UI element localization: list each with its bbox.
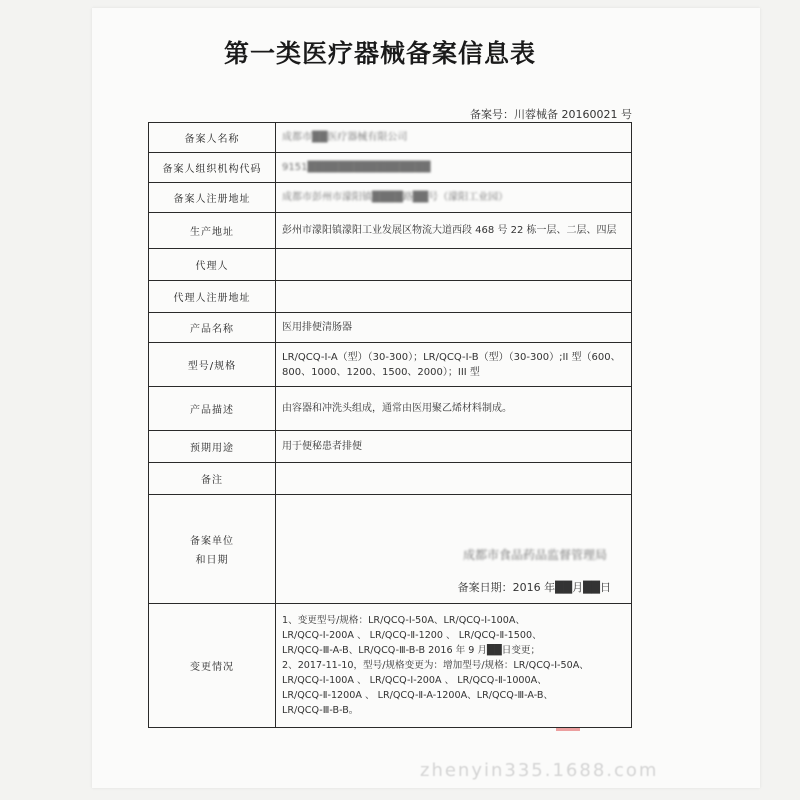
row-value: 彭州市濛阳镇濛阳工业发展区物流大道西段 468 号 22 栋一层、二层、四层 [276,213,632,249]
row-label: 型号/规格 [149,343,276,387]
row-value [276,123,632,153]
row-label: 代理人注册地址 [149,281,276,313]
red-seal-mark [556,728,580,731]
table-row [149,463,632,495]
row-label: 备案人注册地址 [149,183,276,213]
redacted-value: 9151████████████████ [282,162,431,173]
row-value: 医用排便清肠器 [276,313,632,343]
signature-area [276,495,631,603]
table-row [149,153,632,183]
row-value: 用于便秘患者排便 [276,431,632,463]
row-label: 生产地址 [149,213,276,249]
table-row [149,213,632,249]
filing-unit-label-line2: 和日期 [195,555,229,566]
change-line: LR/QCQ-Ⅰ-100A 、 LR/QCQ-Ⅰ-200A 、 LR/QCQ-Ⅱ-1000A、 [282,675,547,686]
row-value [276,463,632,495]
change-line: LR/QCQ-Ⅰ-200A 、 LR/QCQ-Ⅱ-1200 、 LR/QCQ-Ⅱ-1500、 [282,630,542,641]
table-row-change [149,604,632,728]
document-title: 第一类医疗器械备案信息表 [223,39,536,68]
table-row [149,183,632,213]
row-value [276,183,632,213]
row-value: LR/QCQ-I-A（型）（30-300）；LR/QCQ-I-B（型）（30-300）;II 型（600、800、1000、1200、1500、2000）；III 型 [276,343,632,387]
table-row [149,431,632,463]
row-label: 备注 [149,463,276,495]
table-row [149,343,632,387]
row-label: 产品描述 [149,387,276,431]
table-row [149,249,632,281]
filing-date-text: 备案日期：2016 年██月██日 [457,581,611,594]
redacted-value: 成都市██医疗器械有限公司 [282,132,408,143]
change-line: 1、变更型号/规格：LR/QCQ-Ⅰ-50A、LR/QCQ-Ⅰ-100A、 [282,615,526,626]
change-line: LR/QCQ-Ⅲ-A-B、LR/QCQ-Ⅲ-B-B 2016 年 9 月██日变更； [282,645,541,656]
row-label: 产品名称 [149,313,276,343]
filing-date [458,580,611,595]
row-label: 预期用途 [149,431,276,463]
official-seal-text: 成都市食品药品监督管理局 [462,548,607,562]
table-row [149,123,632,153]
table-row-filing-unit [149,495,632,604]
row-label: 备案人组织机构代码 [149,153,276,183]
change-details [276,604,632,728]
change-label: 变更情况 [149,604,276,728]
filing-unit-label [149,495,276,604]
row-value [276,249,632,281]
row-value [276,153,632,183]
filing-info-table [148,122,632,728]
row-label: 代理人 [149,249,276,281]
change-line: LR/QCQ-Ⅲ-B-B。 [282,705,359,716]
row-value: 由容器和冲洗头组成，通常由医用聚乙烯材料制成。 [276,387,632,431]
table-row [149,387,632,431]
table-row [149,313,632,343]
filing-unit-label-line1: 备案单位 [190,536,234,547]
filing-unit-value [276,495,632,604]
change-line: 2、2017-11-10，型号/规格变更为：增加型号/规格：LR/QCQ-Ⅰ-50A、 [282,660,589,671]
watermark: zhenyin335.1688.com [420,760,659,781]
change-line: LR/QCQ-Ⅱ-1200A 、 LR/QCQ-Ⅱ-A-1200A、LR/QCQ-Ⅲ-A-B、 [282,690,554,701]
row-value [276,281,632,313]
table-row [149,281,632,313]
redacted-value: 成都市彭州市濛阳镇████路██号（濛阳工业园） [282,192,509,203]
row-label: 备案人名称 [149,123,276,153]
record-number: 备案号：川蓉械备 20160021 号 [470,108,632,121]
